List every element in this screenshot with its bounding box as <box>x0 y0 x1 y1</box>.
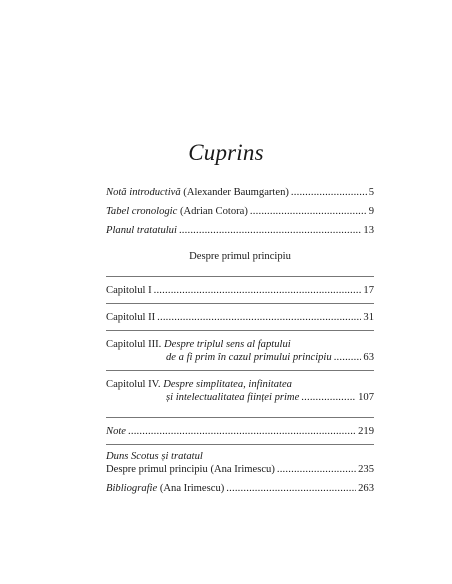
dot-leader <box>250 205 367 218</box>
toc-entry-line <box>106 338 374 351</box>
toc-entry-line <box>106 378 374 391</box>
toc-entry-title: Tabel cronologic <box>106 206 178 217</box>
toc-entry-author: (Ana Irimescu) <box>157 483 225 494</box>
page-number: 63 <box>363 352 374 363</box>
page-title: Cuprins <box>188 140 264 165</box>
toc-entry-line <box>106 463 374 476</box>
dot-leader <box>291 186 367 199</box>
toc-entry-title: Planul tratatului <box>106 225 177 236</box>
toc-entry-line <box>106 351 374 364</box>
page-number: 17 <box>363 285 374 296</box>
page-number: 235 <box>358 464 374 475</box>
page-number: 13 <box>363 225 374 236</box>
toc-entry-bibliography[interactable] <box>106 482 374 495</box>
toc-entry-title: Despre simplitatea, infinitatea <box>163 379 292 390</box>
toc-entry-chronology[interactable] <box>106 205 374 218</box>
toc-entry-chapter-3[interactable] <box>106 338 374 364</box>
toc-entry-author: (Alexander Baumgarten) <box>180 187 289 198</box>
toc-entry-chapter-1[interactable] <box>106 284 374 297</box>
toc-entry-title: Note <box>106 426 127 437</box>
page-number: 5 <box>368 187 374 198</box>
toc-entry-title: Bibliografie <box>106 483 158 494</box>
toc-entry-title: Duns Scotus și tratatul <box>106 451 203 462</box>
dot-leader <box>226 482 356 495</box>
page-number: 31 <box>363 312 374 323</box>
dot-leader <box>154 284 362 297</box>
toc-entry-title-cont: și intelectualitatea ființei prime <box>166 392 300 403</box>
toc-entry-title: Notă introductivă <box>106 187 181 198</box>
page-number: 263 <box>358 483 374 494</box>
toc-entry-label: Capitolul III. <box>106 339 164 350</box>
toc-entry-chapter-2[interactable] <box>106 311 374 324</box>
toc-entry-label: Capitolul II <box>106 312 156 323</box>
page-number: 9 <box>368 206 374 217</box>
toc-entry-title-cont: de a fi prim în cazul primului principiu <box>166 352 332 363</box>
toc-entry-label <box>106 224 177 237</box>
page-number: 107 <box>358 392 374 403</box>
toc-entry-label <box>106 205 248 218</box>
table-of-contents <box>106 186 374 501</box>
toc-entry-title: Despre triplul sens al faptului <box>163 339 291 350</box>
dot-leader <box>301 391 356 404</box>
dot-leader <box>277 463 356 476</box>
toc-entry-chapter-4[interactable] <box>106 378 374 404</box>
toc-entry-subtitle: Despre primul principiu (Ana Irimescu) <box>106 464 275 475</box>
toc-entry-notes[interactable] <box>106 425 374 438</box>
dot-leader <box>128 425 356 438</box>
toc-entry-plan[interactable] <box>106 224 374 237</box>
dot-leader <box>179 224 361 237</box>
toc-entry-intro[interactable] <box>106 186 374 199</box>
page-number: 219 <box>358 426 374 437</box>
dot-leader <box>334 351 362 364</box>
toc-entry-line <box>106 391 374 404</box>
toc-entry-author: (Adrian Cotora) <box>177 206 248 217</box>
toc-entry-label <box>106 186 289 199</box>
section-heading: Despre primul principiu <box>189 251 291 262</box>
toc-entry-essay[interactable] <box>106 450 374 476</box>
toc-entry-label: Capitolul I <box>106 285 152 296</box>
dot-leader <box>157 311 361 324</box>
toc-entry-label <box>106 482 224 495</box>
toc-entry-label: Capitolul IV. <box>106 379 164 390</box>
